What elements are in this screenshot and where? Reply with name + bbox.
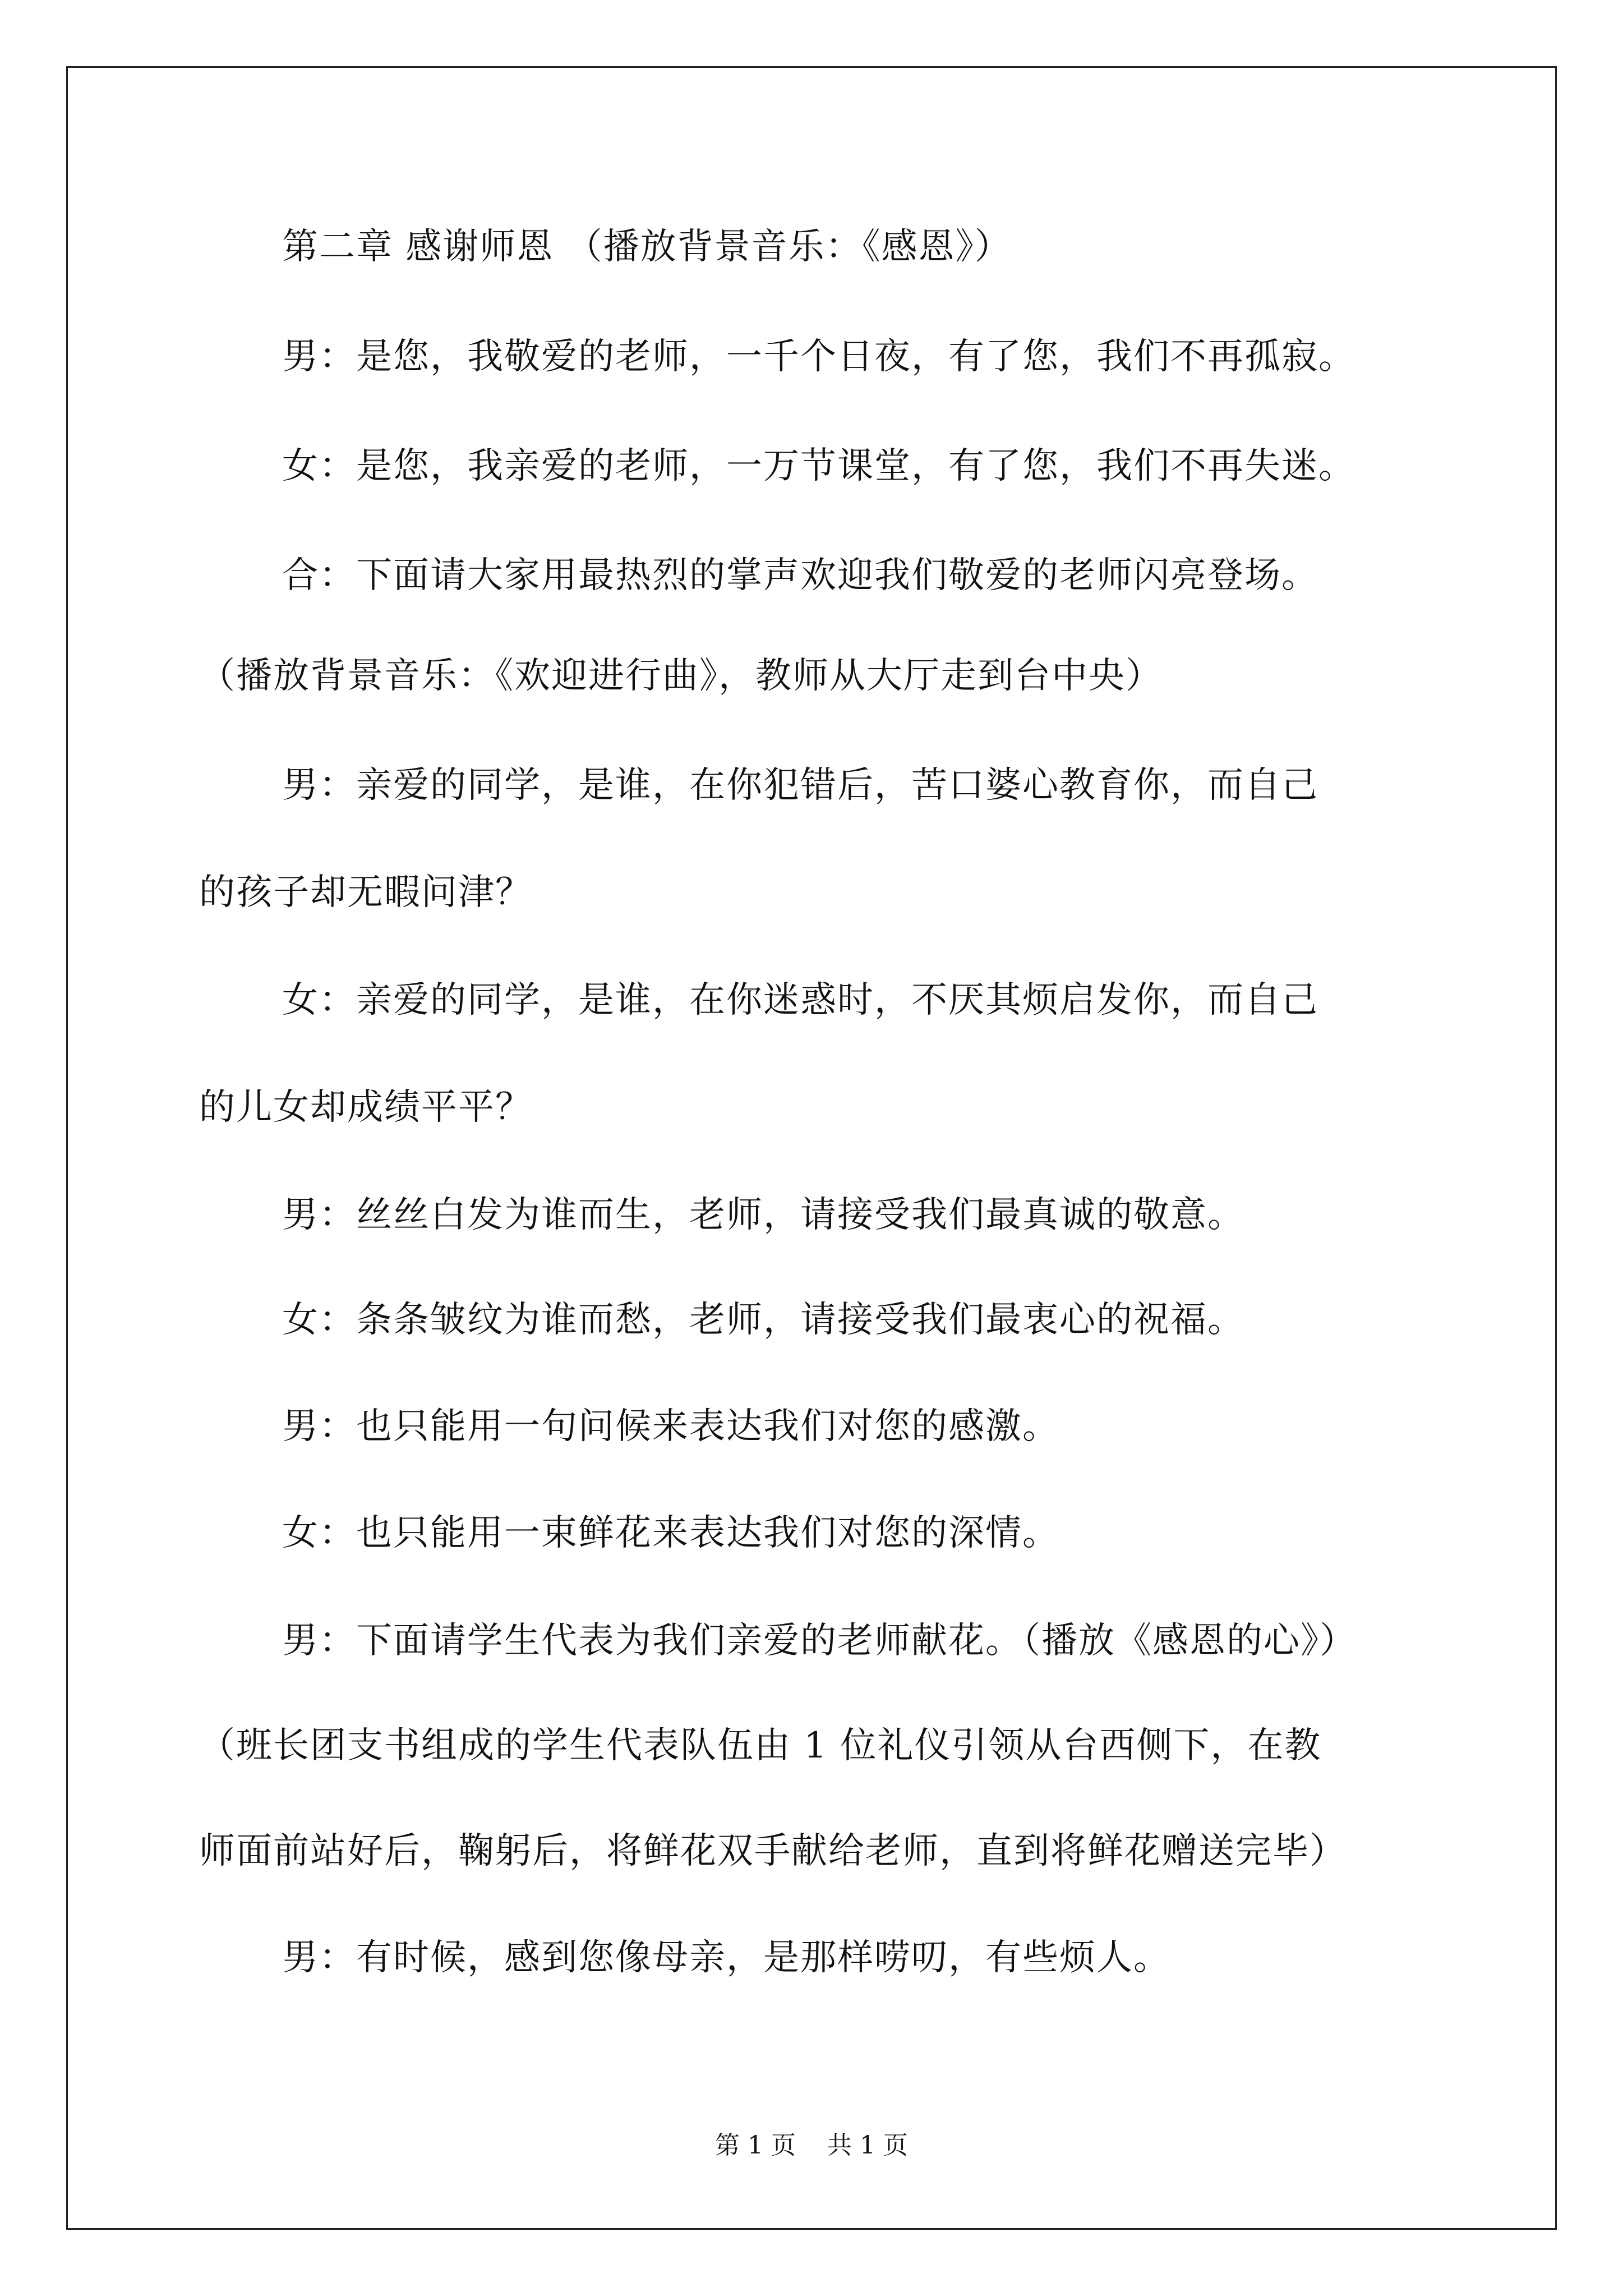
text-line: （班长团支书组成的学生代表队伍由 1 位礼仪引领从台西侧下，在教: [199, 1725, 1322, 1766]
chapter-heading: 第二章 感谢师恩 （播放背景音乐：《感恩》）: [282, 226, 1012, 268]
text-line: 男：亲爱的同学，是谁，在你犯错后，苦口婆心教育你，而自己: [282, 765, 1318, 806]
text-line: （播放背景音乐：《欢迎进行曲》，教师从大厅走到台中央）: [199, 655, 1163, 697]
text-line: 男：有时候，感到您像母亲，是那样唠叨，有些烦人。: [282, 1937, 1170, 1978]
text-line: 男：下面请学生代表为我们亲爱的老师献花。（播放《感恩的心》）: [282, 1620, 1357, 1662]
text-line: 女：是您，我亲爱的老师，一万节课堂，有了您，我们不再失迷。: [282, 445, 1355, 487]
text-line: 女：条条皱纹为谁而愁，老师，请接受我们最衷心的祝福。: [282, 1299, 1244, 1341]
text-line: 女：也只能用一束鲜花来表达我们对您的深情。: [282, 1512, 1059, 1554]
text-line: 师面前站好后，鞠躬后，将鲜花双手献给老师，直到将鲜花赠送完毕）: [199, 1830, 1347, 1872]
text-line: 男：丝丝白发为谁而生，老师，请接受我们最真诚的敬意。: [282, 1194, 1244, 1236]
text-line: 合：下面请大家用最热烈的掌声欢迎我们敬爱的老师闪亮登场。: [282, 555, 1318, 596]
text-line: 的孩子却无暇问津？: [199, 872, 532, 913]
text-line: 的儿女却成绩平平？: [199, 1087, 532, 1128]
text-line: 男：是您，我敬爱的老师，一千个日夜，有了您，我们不再孤寂。: [282, 336, 1355, 378]
text-line: 男：也只能用一句问候来表达我们对您的感激。: [282, 1406, 1059, 1447]
page-number: 第 1 页 共 1 页: [715, 2131, 908, 2160]
text-line: 女：亲爱的同学，是谁，在你迷惑时，不厌其烦启发你，而自己: [282, 979, 1318, 1021]
